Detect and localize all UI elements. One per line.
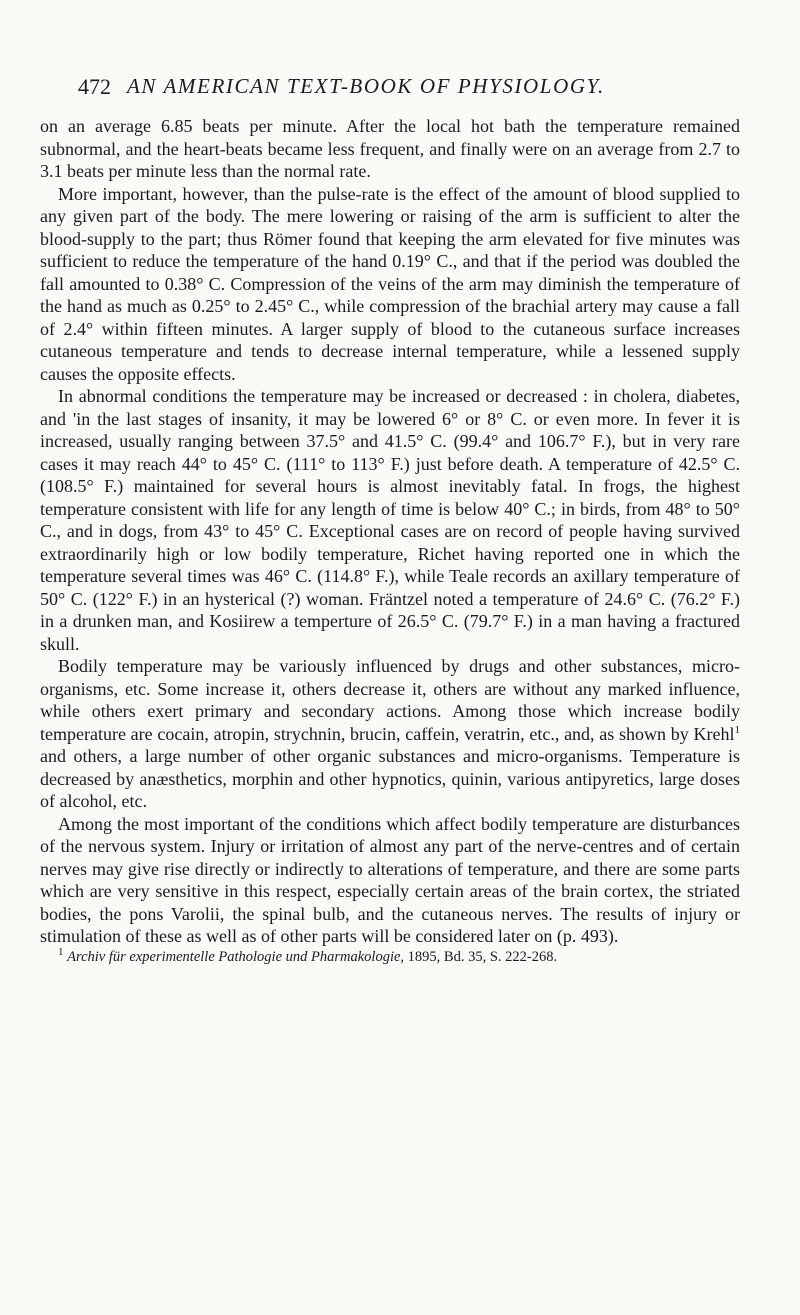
paragraph-pulse-rate: on an average 6.85 beats per minute. After the local hot bath the temperature remained subnormal, and the heart-beats became less frequent, and finally were on an average from 2.7 to 3.1 beats per minute less than the normal rate. xyxy=(40,116,740,181)
page-header xyxy=(40,74,740,104)
paragraph-nervous-system: Among the most important of the conditions which affect bodily temperature are disturbances of the nervous system. Injury or irritation of almost any part of the nerve-centres and of certain nerves may give rise directly or indirectly to alterations of temperature, and there are some parts which are very sensitive in this respect, especially certain areas of the brain cortex, the striated bodies, the pons Varolii, the spinal bulb, and the cutaneous nerves. The results of injury or stimulation of these as well as of other parts will be considered later on (p. 493). xyxy=(40,813,740,946)
footnote-details: 1895, Bd. 35, S. 222-268. xyxy=(404,948,558,965)
drugs-text-start: Bodily temperature may be variously influenced by drugs and other substances, micro-organisms, etc. Some increase it, others decrease it, others are without any marked influence, while others exert primary and secondary actions. Among those which increase bodily temperature are cocain, atropin, strychnin, brucin, caffein, veratrin, etc., and, as shown by Krehl xyxy=(40,656,740,744)
body-text xyxy=(40,115,740,966)
footnote-journal-title: Archiv für experimentelle Pathologie und Pharmakologie, xyxy=(67,948,405,965)
footnote-mark: 1 xyxy=(58,945,64,958)
running-title: AN AMERICAN TEXT-BOOK OF PHYSIOLOGY. xyxy=(127,74,605,98)
paragraph-abnormal-conditions: In abnormal conditions the temperature may be increased or decreased : in cholera, diabetes, and 'in the last stages of insanity, it may be lowered 6° or 8° C. or even more. In fever it is increased, usually ranging between 37.5° and 41.5° C. (99.4° and 106.7° F.), but in very rare cases it may reach 44° to 45° C. (111° to 113° F.) just before death. A temperature of 42.5° C. (108.5° F.) maintained for several hours is almost inevitably fatal. In frogs, the highest temperature consistent with life for any length of time is below 40° C.; in birds, from 48° to 50° C., and in dogs, from 43° to 45° C. Exceptional cases are on record of people having survived extraordinarily high or low bodily temperature, Richet having reported one in which the temperature several times was 46° C. (114.8° F.), while Teale records an axillary temperature of 50° C. (122° F.) in an hysterical (?) woman. Fräntzel noted a temperature of 24.6° C. (76.2° F.) in a drunken man, and Kosiirew a temperture of 26.5° C. (79.7° F.) in a man having a fractured skull. xyxy=(40,386,740,654)
drugs-text-end: and others, a large number of other organic substances and micro-organisms. Temperature is decreased by anæsthetics, morphin and other hypnotics, quinin, various antipyretics, large doses of alcohol, etc. xyxy=(40,746,740,811)
page-number: 472 xyxy=(78,74,111,99)
paragraph-blood-supply: More important, however, than the pulse-rate is the effect of the amount of blood supplied to any given part of the body. The mere lowering or raising of the arm is sufficient to alter the blood-supply to the part; thus Römer found that keeping the arm elevated for five minutes was sufficient to reduce the temperature of the hand 0.19° C., and that if the period was doubled the fall amounted to 0.38° C. Compression of the veins of the arm may diminish the temperature of the hand as much as 0.25° to 2.45° C., while compression of the brachial artery may cause a fall of 2.4° within fifteen minutes. A larger supply of blood to the cutaneous surface increases cutaneous temperature and tends to decrease internal temperature, while a lessened supply causes the opposite effects. xyxy=(40,183,740,384)
footnote-reference: 1 xyxy=(734,723,740,736)
footnote xyxy=(40,945,740,966)
paragraph-drugs xyxy=(40,655,740,813)
